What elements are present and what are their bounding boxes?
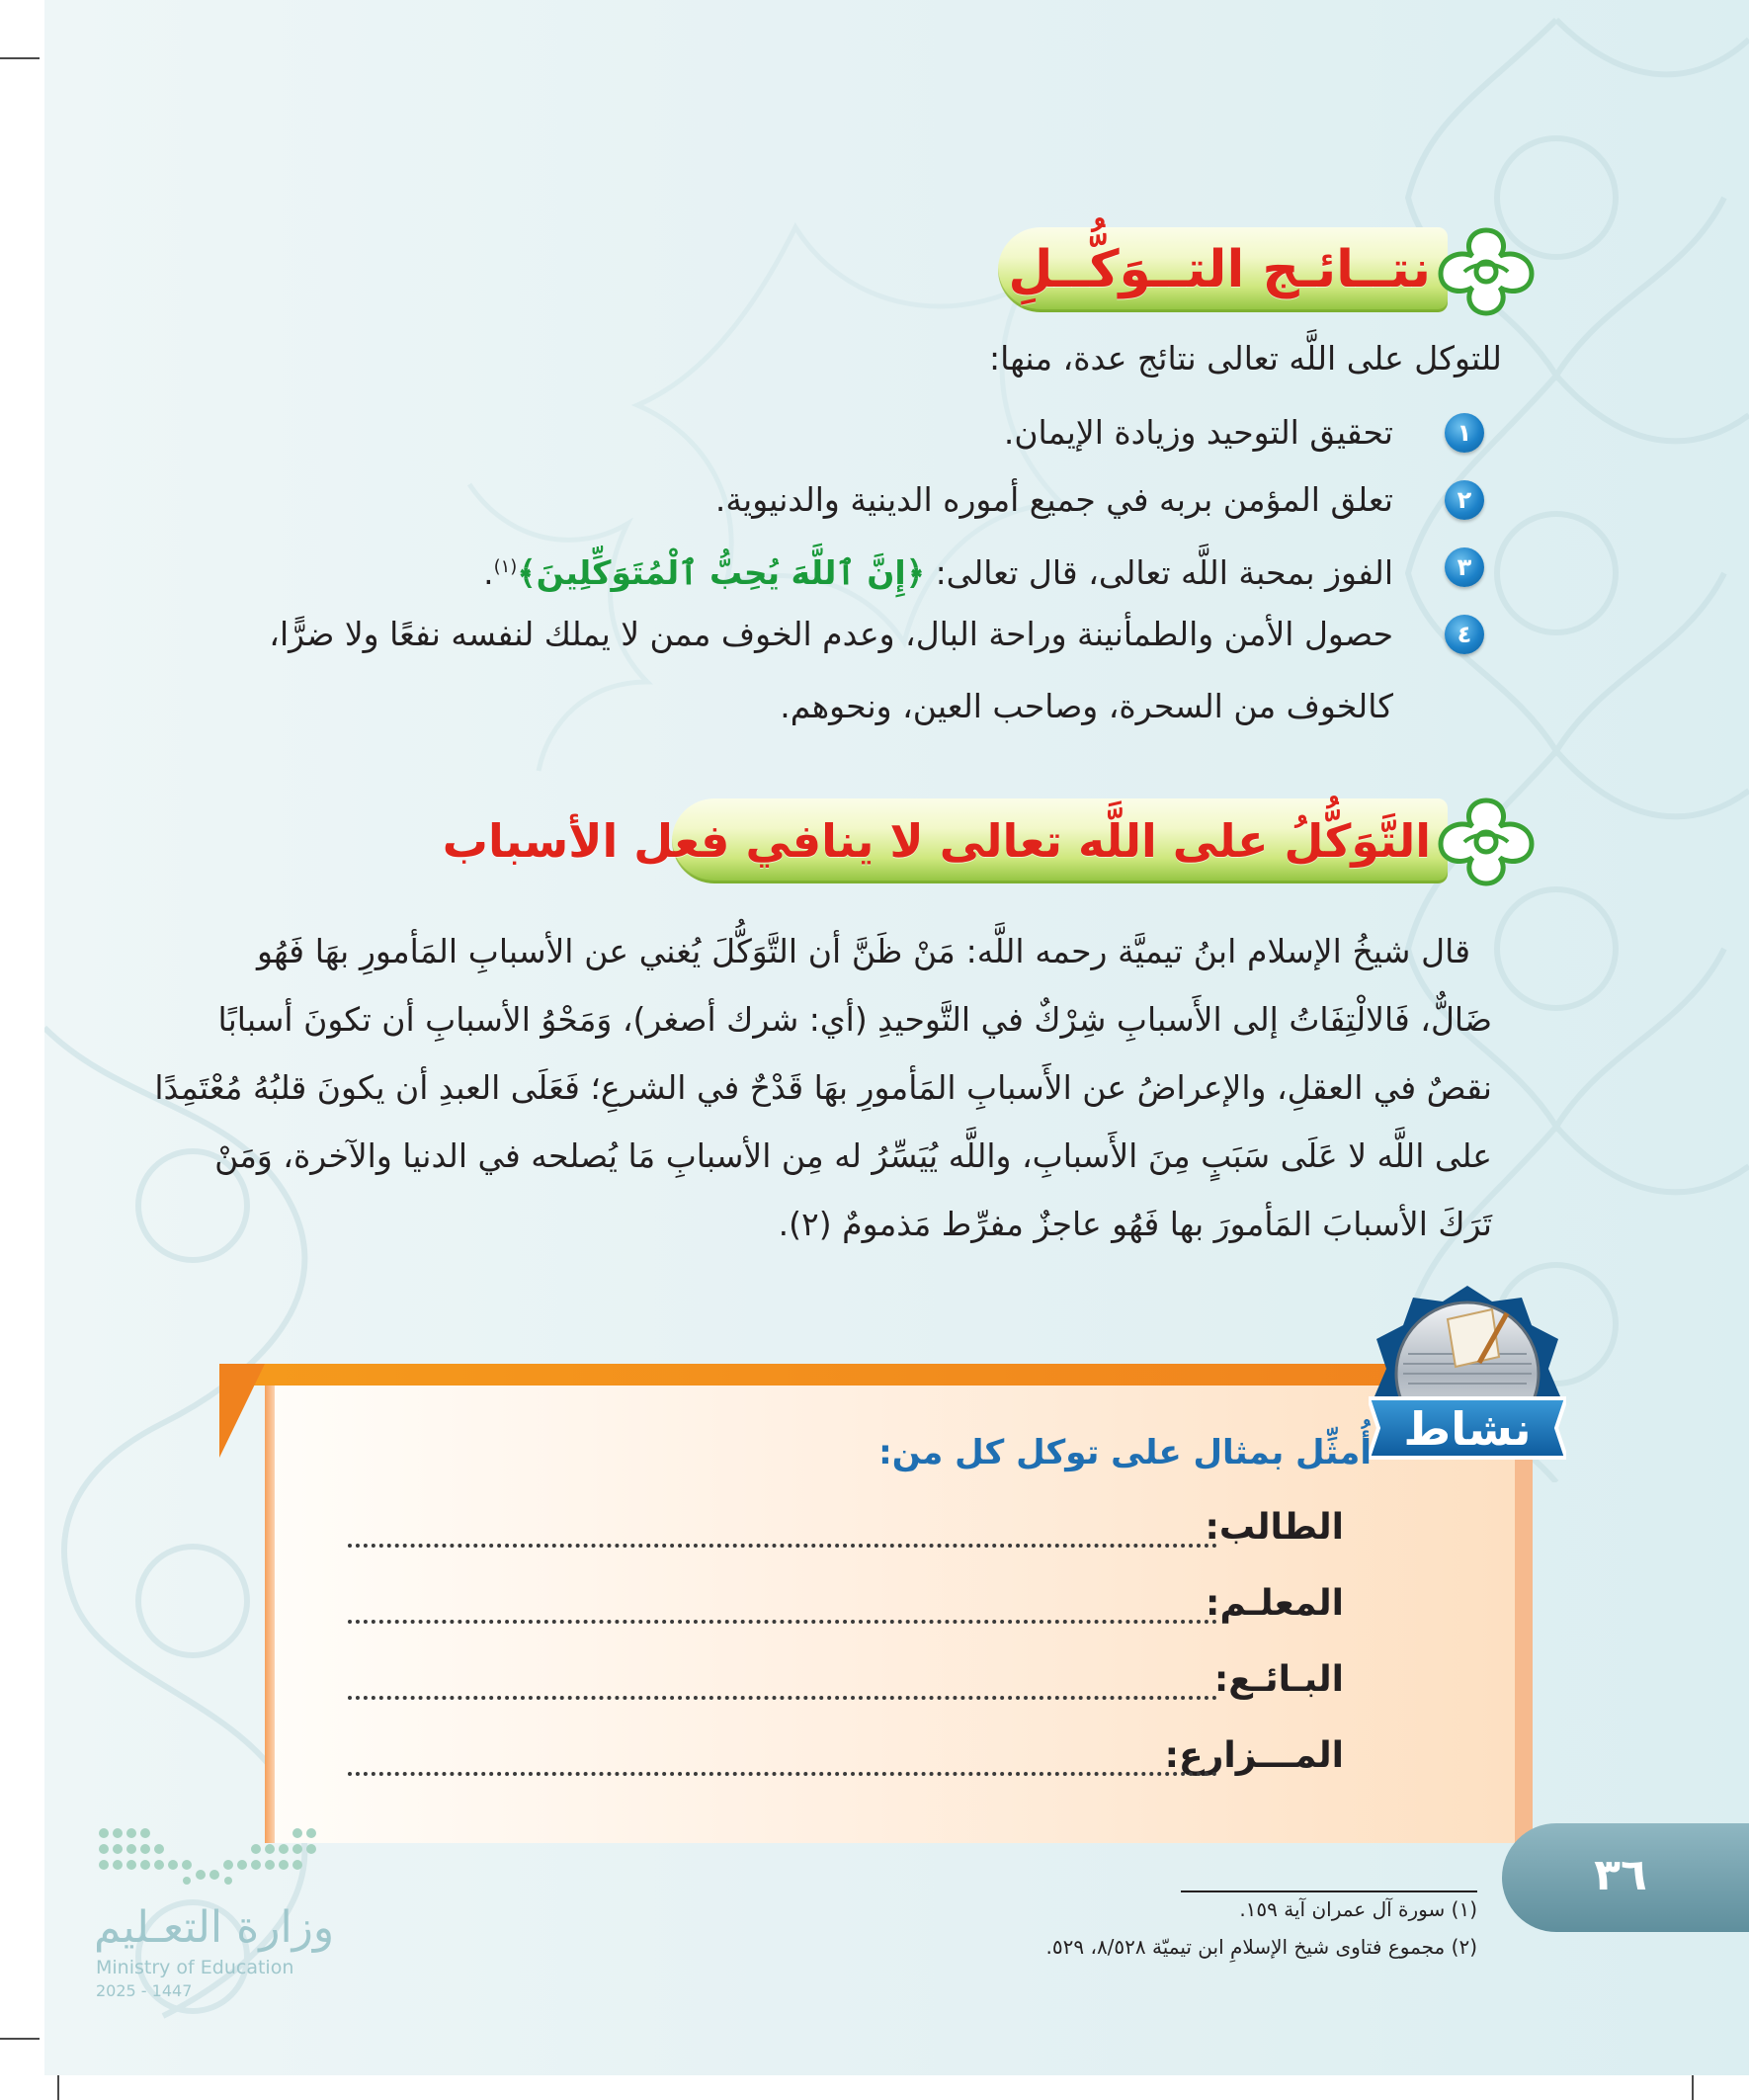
ministry-year: 2025 - 1447 [96, 1981, 193, 2000]
footnote: (١) سورة آل عمران آية ١٥٩. [1239, 1897, 1477, 1921]
activity-prompt: أُمثِّل بمثال على توكل كل من: [878, 1433, 1372, 1472]
paragraph-line: نقصٌ في العقلِ، والإعراضُ عن الأَسبابِ المَأمورِ بهَا قَدْحٌ في الشرعِ؛ فَعَلَى العبدِ أن يكونَ قلبُهُ مُعْتَمِدًا [154, 1068, 1492, 1107]
ministry-name-arabic: وزارة التعـليم [94, 1902, 335, 1953]
field-label-teacher: المعلـم: [1206, 1583, 1344, 1624]
activity-badge-icon [1369, 1280, 1566, 1497]
page-number: ٣٦ [1594, 1850, 1647, 1900]
section-title: التَّوَكُّلُ على اللَّه تعالى لا ينافي فعل الأسباب [442, 814, 1431, 868]
activity-top-border [219, 1364, 1515, 1386]
section-title: نتــائـج التــوَكُّــلِ [1008, 240, 1431, 299]
list-number-badge: ٣ [1445, 547, 1484, 587]
list-number-badge: ٤ [1445, 615, 1484, 654]
list-item: تحقيق التوحيد وزيادة الإيمان. [1003, 413, 1393, 452]
list-item-continuation: كالخوف من السحرة، وصاحب العين، ونحوهم. [780, 687, 1393, 725]
list-item: تعلق المؤمن بربه في جميع أموره الدينية والدنيوية. [714, 480, 1393, 519]
activity-left-edge [265, 1386, 275, 1843]
field-label-farmer: المـــزارع: [1164, 1735, 1344, 1776]
field-label-seller: البـائـع: [1213, 1659, 1344, 1700]
list-item [483, 543, 1393, 598]
activity-badge-label: نشاط [1403, 1402, 1532, 1456]
ornament-pattern-icon [1369, 0, 1749, 1482]
ministry-name-english: Ministry of Education [96, 1957, 294, 1978]
paragraph-line: قال شيخُ الإسلام ابنُ تيميَّة رحمه اللَّه: مَنْ ظَنَّ أن التَّوَكُّلَ يُغني عن الأسبابِ المَأمورِ بهَا فَهُو [257, 932, 1470, 970]
footnote: (٢) مجموع فتاوى شيخ الإسلامِ ابن تيميّة ٨/٥٢٨، ٥٢٩. [1045, 1935, 1477, 1959]
list-item-text: الفوز بمحبة اللَّه تعالى، قال تعالى: [925, 553, 1393, 592]
list-number-badge: ١ [1445, 413, 1484, 453]
footnote-divider [1181, 1890, 1477, 1892]
answer-line[interactable] [348, 1696, 1217, 1704]
answer-line[interactable] [348, 1620, 1217, 1628]
crop-mark [0, 57, 40, 59]
answer-line[interactable] [348, 1544, 1217, 1552]
footnote-ref: (١) [493, 556, 518, 577]
quote-paragraph [154, 917, 1492, 1258]
paragraph-line: على اللَّه لا عَلَى سَبَبٍ مِنَ الأَسبابِ، واللَّه يُيَسِّرُ له مِن الأسبابِ مَا يُصلحه في الدنيا والآخرة، وَمَنْ [214, 1136, 1492, 1175]
paragraph-line: ضَالٌّ، فَالالْتِفَاتُ إلى الأَسبابِ شِرْكٌ في التَّوحيدِ (أي: شرك أصغر)، وَمَحْوُ الأسبابِ أن تكونَ أسبابًا [217, 1000, 1492, 1039]
list-item: حصول الأمن والطمأنينة وراحة البال، وعدم الخوف ممن لا يملك لنفسه نفعًا ولا ضرًّا، [269, 615, 1393, 653]
activity-corner [219, 1364, 265, 1458]
answer-line[interactable] [348, 1772, 1217, 1780]
ministry-logo-icon [94, 1823, 331, 1892]
paragraph-line: تَرَكَ الأسبابَ المَأمورَ بها فَهُو عاجزٌ مفرِّط مَذمومٌ (٢). [778, 1205, 1492, 1243]
flower-ornament-icon [1435, 793, 1539, 886]
intro-text: للتوكل على اللَّه تعالى نتائج عدة، منها: [989, 339, 1502, 378]
field-label-student: الطالب: [1205, 1507, 1344, 1548]
flower-ornament-icon [1435, 222, 1539, 316]
list-number-badge: ٢ [1445, 480, 1484, 520]
crop-mark [0, 2038, 40, 2040]
period: . [483, 553, 494, 592]
quran-verse: ﴿إِنَّ ٱللَّهَ يُحِبُّ ٱلْمُتَوَكِّلِينَ﴾ [517, 553, 926, 592]
